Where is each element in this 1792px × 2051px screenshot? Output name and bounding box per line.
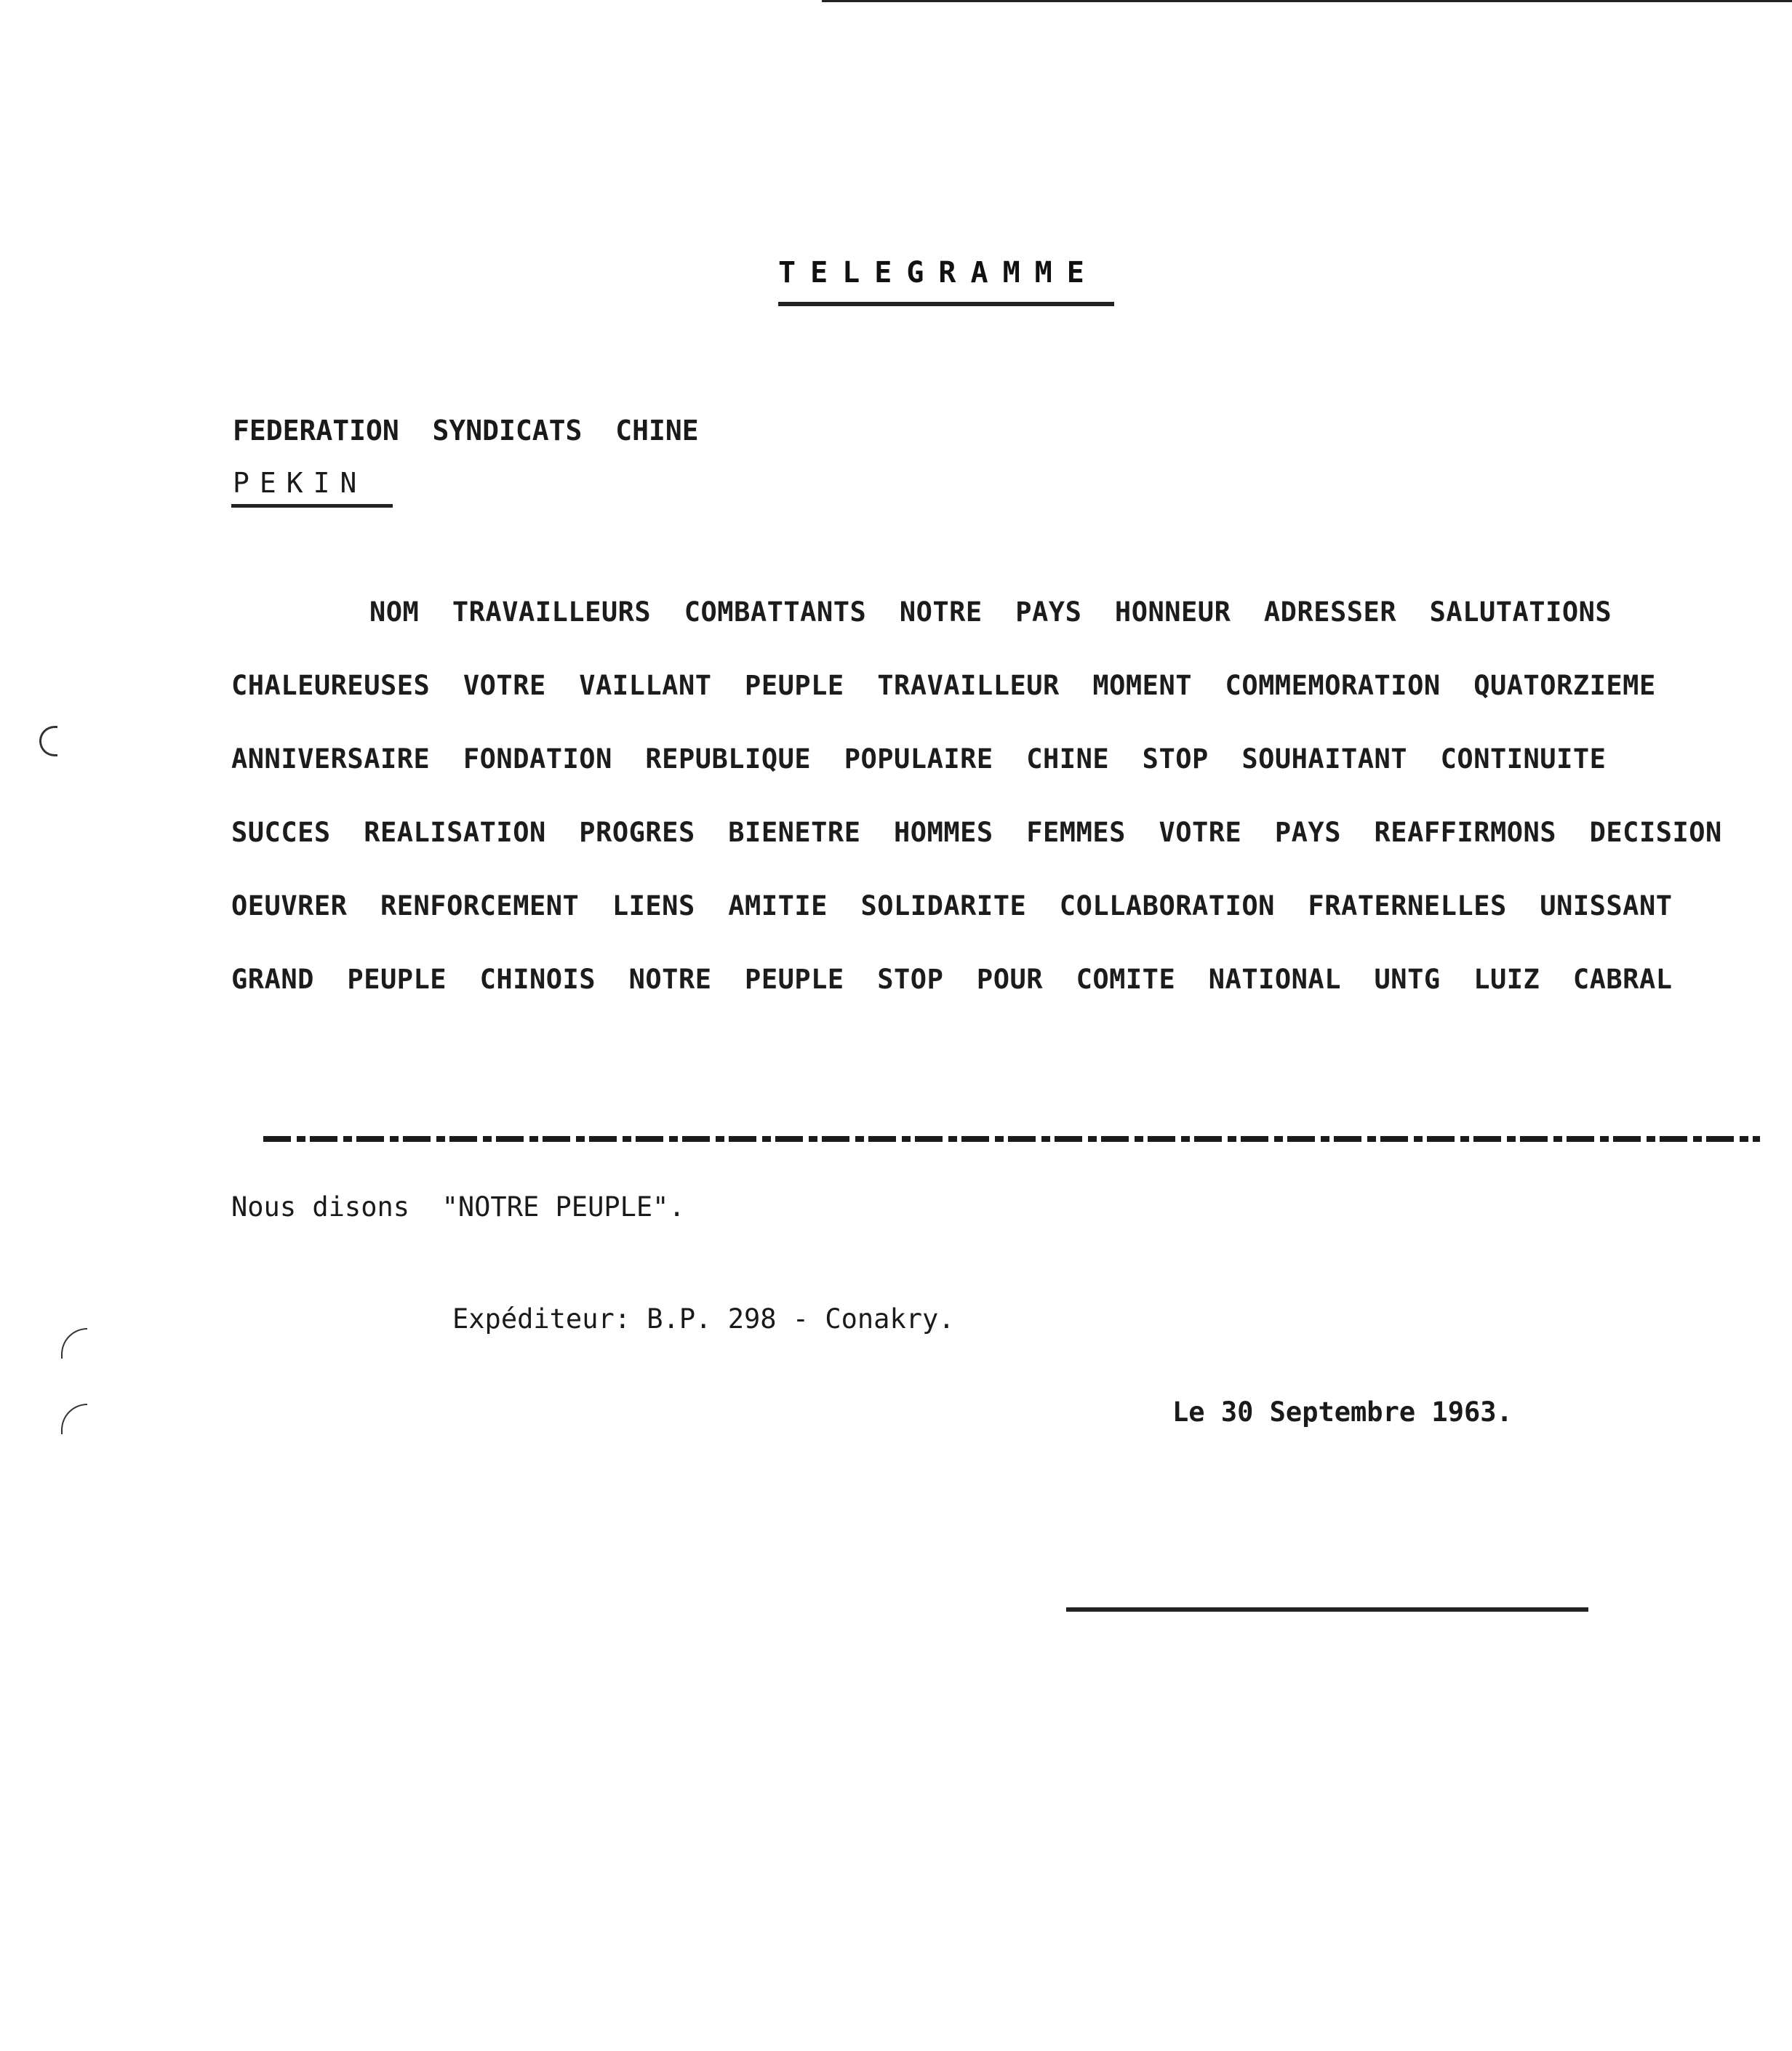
title-underline bbox=[778, 302, 1114, 306]
body-line: GRAND PEUPLE CHINOIS NOTRE PEUPLE STOP POUR COMITE NATIONAL UNTG LUIZ CABRAL bbox=[231, 964, 1673, 995]
body-line: ANNIVERSAIRE FONDATION REPUBLIQUE POPULAIRE CHINE STOP SOUHAITANT CONTINUITE bbox=[231, 743, 1607, 775]
signature-line bbox=[1066, 1607, 1588, 1612]
sender-line: Expéditeur: B.P. 298 - Conakry. bbox=[452, 1303, 955, 1335]
body-line: CHALEUREUSES VOTRE VAILLANT PEUPLE TRAVAILLEUR MOMENT COMMEMORATION QUATORZIEME bbox=[231, 670, 1656, 701]
date-line: Le 30 Septembre 1963. bbox=[1172, 1396, 1513, 1428]
body-line: SUCCES REALISATION PROGRES BIENETRE HOMMES FEMMES VOTRE PAYS REAFFIRMONS DECISION bbox=[231, 817, 1722, 848]
body-line: OEUVRER RENFORCEMENT LIENS AMITIE SOLIDARITE COLLABORATION FRATERNELLES UNISSANT bbox=[231, 890, 1673, 921]
top-border-line bbox=[822, 0, 1792, 2]
telegram-title: TELEGRAMME bbox=[778, 256, 1099, 289]
addressee: FEDERATION SYNDICATS CHINE bbox=[233, 415, 699, 447]
city-underline bbox=[231, 504, 393, 508]
telegram-body bbox=[231, 596, 1780, 1037]
addressee-city: PEKIN bbox=[233, 467, 367, 499]
footnote: Nous disons "NOTRE PEUPLE". bbox=[231, 1191, 685, 1223]
separator-dashed-line bbox=[263, 1136, 1760, 1142]
margin-hole-mark bbox=[39, 726, 57, 756]
body-line: NOM TRAVAILLEURS COMBATTANTS NOTRE PAYS HONNEUR ADRESSER SALUTATIONS bbox=[369, 596, 1612, 628]
margin-hole-mark bbox=[61, 1404, 87, 1434]
margin-hole-mark bbox=[61, 1328, 87, 1359]
